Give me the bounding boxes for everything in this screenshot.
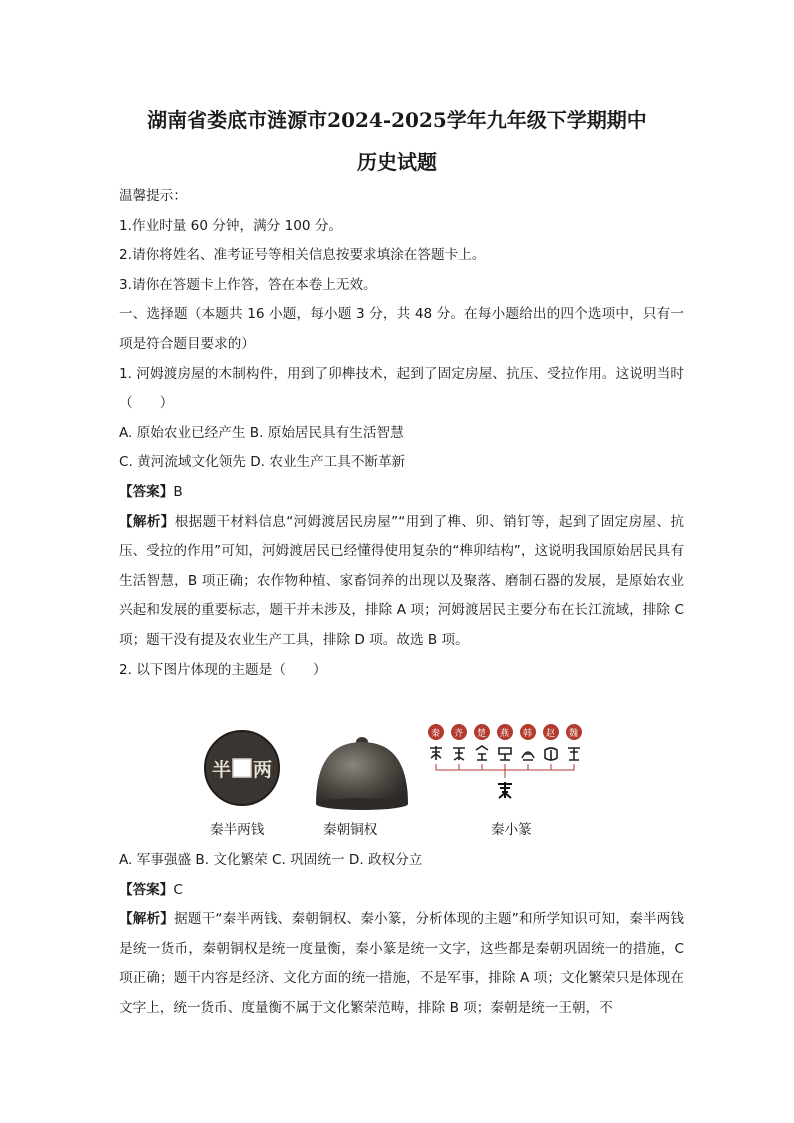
analysis-text: 根据题干材料信息“河姆渡居民房屋”“用到了榫、卯、销钉等，起到了固定房屋、抗压、受拉的作用”可知，河姆渡居民已经懂得使用复杂的“榫卯结构”，这说明我国原始居民具有生活智慧，B 项正确；农作物种植、家畜饲养的出现以及聚落、磨制石器的发展，是原始农业兴起和发展的重要标志，题干并未涉及，排除 A 项；河姆渡居民主要分布在长江流域，排除 C 项；题干没有提及农业生产工具，排除 D 项。故选 B 项。 <box>119 513 685 648</box>
seal-glyph <box>476 746 488 760</box>
seal-glyph <box>568 748 580 760</box>
state-label: 韩 <box>523 729 533 739</box>
seal-glyph <box>430 746 442 760</box>
upper-content <box>119 182 684 685</box>
unified-seal-glyph <box>498 782 512 798</box>
coin-char-left: 半 <box>212 759 232 781</box>
question-1-answer <box>119 478 684 508</box>
question-2-figures <box>119 720 684 850</box>
answer-label: 【答案】 <box>119 881 174 898</box>
seal-script-diagram <box>424 720 594 810</box>
question-2-analysis <box>119 905 684 1023</box>
state-label: 楚 <box>477 729 487 739</box>
section-heading: 一、选择题（本题共 16 小题，每小题 3 分，共 48 分。在每小题给出的四个选项中，只有一项是符合题目要求的） <box>119 306 684 352</box>
seal-glyph <box>522 752 534 760</box>
document-subtitle: 历史试题 <box>357 150 437 174</box>
notice-heading: 温馨提示： <box>119 188 187 204</box>
answer-label: 【答案】 <box>119 483 174 500</box>
question-1-stem: 1. 河姆渡房屋的木制构件，用到了卯榫技术，起到了固定房屋、抗压、受拉作用。这说明当时（ ） <box>119 365 684 412</box>
state-label: 赵 <box>546 729 556 739</box>
state-circles <box>428 724 582 740</box>
state-label: 魏 <box>569 729 579 739</box>
answer-value: B <box>173 483 183 500</box>
answer-value: C <box>173 881 183 898</box>
analysis-label: 【解析】 <box>119 513 175 530</box>
figure-caption: 秦半两钱 <box>210 822 265 838</box>
notice-item: 2.请你将姓名、准考证号等相关信息按要求填涂在答题卡上。 <box>119 247 486 264</box>
coin-char-right: 两 <box>253 759 273 781</box>
analysis-label: 【解析】 <box>119 911 175 928</box>
coin-image <box>202 728 282 808</box>
notice-item: 3.请你在答题卡上作答，答在本卷上无效。 <box>119 276 377 293</box>
figure-caption: 秦小篆 <box>491 822 532 838</box>
question-2-stem: 2. 以下图片体现的主题是（ ） <box>119 661 327 678</box>
bronze-weight-image <box>312 730 412 812</box>
state-label: 齐 <box>454 729 464 739</box>
seal-glyph <box>499 748 511 760</box>
connector-lines <box>436 764 574 778</box>
lower-content <box>119 846 684 1024</box>
notice-item: 1.作业时量 60 分钟，满分 100 分。 <box>119 217 343 234</box>
question-1-analysis <box>119 508 684 656</box>
question-2-options: A. 军事强盛 B. 文化繁荣 C. 巩固统一 D. 政权分立 <box>119 852 423 868</box>
analysis-text: 据题干“秦半两钱、秦朝铜权、秦小篆，分析体现的主题”和所学知识可知，秦半两钱是统一货币，秦朝铜权是统一度量衡，秦小篆是统一文字，这些都是秦朝巩固统一的措施，C 项正确；题干内容是经济、文化方面的统一措施，不是军事，排除 A 项；文化繁荣只是体现在文字上，统一货币、度量衡不属于文化繁荣范畴，排除 B 项；秦朝是统一王朝，不 <box>119 911 684 1016</box>
state-label: 秦 <box>431 729 441 739</box>
seal-glyph <box>453 748 465 760</box>
state-label: 燕 <box>500 729 510 739</box>
question-1-options: A. 原始农业已经产生 B. 原始居民具有生活智慧 <box>119 424 404 441</box>
document-title: 湖南省娄底市涟源市2024-2025学年九年级下学期期中 <box>147 108 647 132</box>
question-2-answer <box>119 876 684 906</box>
seal-glyphs <box>430 746 580 760</box>
seal-glyph <box>545 748 557 760</box>
question-1-options: C. 黄河流域文化领先 D. 农业生产工具不断革新 <box>119 454 406 471</box>
figure-caption: 秦朝铜权 <box>323 822 378 838</box>
